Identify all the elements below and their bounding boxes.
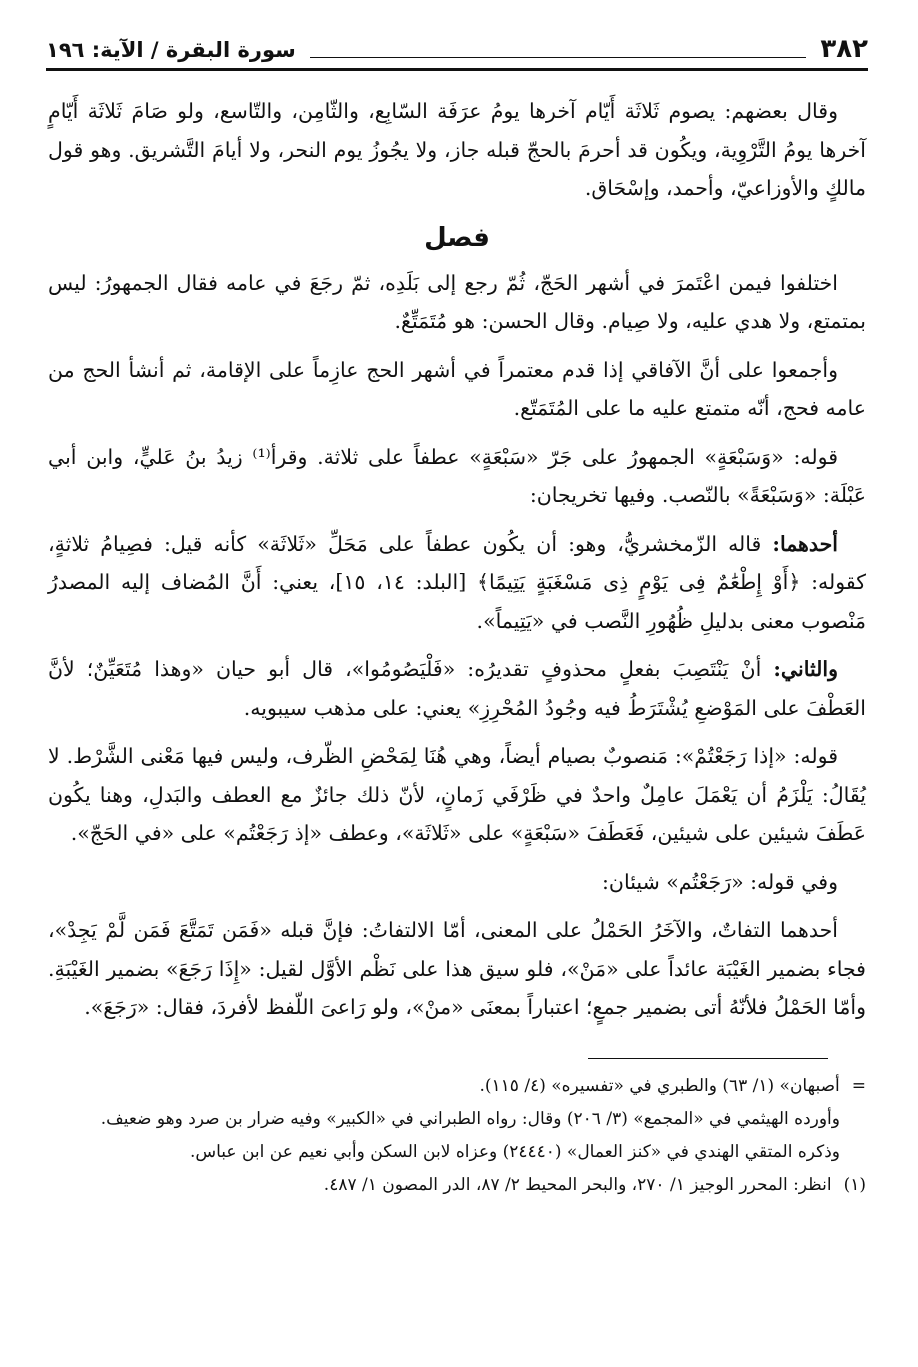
page-header bbox=[46, 22, 868, 71]
surah-reference: سورة البقرة / الآية: ١٩٦ bbox=[46, 38, 296, 62]
footnote bbox=[48, 1072, 866, 1101]
paragraph: وأجمعوا على أنَّ الآفاقي إذا قدم معتمراً في أشهر الحج عازِماً على الإقامة، ثم أنشأ الحج من عامه فحج، أنّه متمتع عليه ما على المُتَمَتّع. bbox=[48, 357, 866, 420]
first-text: قاله الزّمخشريُّ، وهو: أن يكُون عطفاً على مَحَلِّ «ثَلاثَة» كأنه قيل: فصِيامُ ثلاثةٍ، كقوله: ﴿أَوْ إِطْعَٰمٌ فِى يَوْمٍ ذِى مَسْغَبَةٍ يَتِيمًا﴾ [البلد: ١٤، ١٥]، يعني: أَنَّ المُضاف إليه المصدرُ مَنْصوب معنى بدليلِ ظُهُورِ النَّصب في «يَتِيماً». bbox=[48, 531, 866, 633]
footnote-marker: (١) bbox=[843, 1175, 866, 1195]
paragraph-second-interpretation bbox=[48, 650, 866, 727]
footnote-text: انظر: المحرر الوجيز ١/ ٢٧٠، والبحر المحيط ٢/ ٨٧، الدر المصون ١/ ٤٨٧. bbox=[323, 1175, 832, 1195]
footnote-divider bbox=[588, 1058, 828, 1059]
paragraph: أحدهما التفاتٌ، والآخَرُ الحَمْلُ على المعنى، أمّا الالتفاتُ: فإنَّ قبله «فَمَن تَمَتَّعَ فَمَن لَّمْ يَجِدْ»، فجاء بضمير الغَيْبَة عائداً على «مَنْ»، فلو سيق هذا على نَظْم الأوَّل لقيل: «إِذَا رَجَعَ» بضمير الغَيْبَةِ. وأمّا الحَمْلُ فلأنّهُ أتى بضمير جمعٍ؛ اعتباراً بمعنَى «منْ»، ولو رَاعىَ اللّفظ لأفردَ، فقال: «رَجَعَ». bbox=[48, 918, 866, 1019]
paragraph: وفي قوله: «رَجَعْتُم» شيئان: bbox=[601, 869, 838, 894]
paragraph-first-interpretation bbox=[48, 525, 866, 641]
section-title: فصل bbox=[424, 222, 490, 253]
paragraph: اختلفوا فيمن اعْتَمرَ في أشهر الحَجّ، ثُمّ رجع إلى بَلَدِه، ثمّ رجَعَ في عامه فقال الجمهورُ: ليس بمتمتع، ولا هدي عليه، ولا صِيام. وقال الحسن: هو مُتَمَتِّعٌ. bbox=[48, 270, 866, 333]
footnote bbox=[48, 1138, 866, 1167]
paragraph: قوله: «إذا رَجَعْتُمْ»: مَنصوبٌ بصيام أيضاً، وهي هُنَا لِمَحْضِ الظّرف، وليس فيها مَعْنى الشَّرْط. لا يُقَالُ: يَلْزَمُ أن يَعْمَلَ عامِلٌ واحدٌ في ظَرْفَي زَمانٍ، لأنّ ذلك جائزٌ مع العطف والبَدلِ، وهنا يكُون عَطَفَ شيئين على شيئين، فَعَطَفَ «سَبْعَةٍ» على «ثَلاثَة»، وعطف «إذ رَجَعْتُم» على «في الحَجّ». bbox=[48, 744, 866, 845]
footnote-text: وأورده الهيثمي في «المجمع» (٣/ ٢٠٦) وقال: رواه الطبراني في «الكبير» وفيه ضرار بن صرد وهو ضعيف. bbox=[100, 1109, 840, 1129]
footnote bbox=[48, 1105, 866, 1134]
paragraph: وقال بعضهم: يصوم ثَلاثَة أَيّام آخرها يومُ عرَفَة السّابِع، والثّامِن، والتّاسع، ولو صَامَ ثَلاثَة أَيّامٍ آخرها يومُ التَّرْوِية، ويكُون قد أحرمَ بالحجّ قبله جاز، ولا يجُوزُ يوم النحر، ولا أيامَ التَّشريق. وهو قول مالكٍ والأوزاعيّ، وأحمد، وإسْحَاق. bbox=[48, 99, 866, 200]
footnote bbox=[48, 1171, 866, 1200]
main-text bbox=[48, 92, 866, 1037]
footnote-text: وذكره المتقي الهندي في «كنز العمال» (٢٤٤٤٠) وعزاه لابن السكن وأبي نعيم عن ابن عباس. bbox=[189, 1142, 840, 1162]
footnotes bbox=[48, 1072, 866, 1204]
header-rule bbox=[310, 57, 807, 58]
page-number: ٣٨٢ bbox=[820, 34, 868, 64]
second-label: والثاني: bbox=[773, 657, 838, 681]
paragraph: قوله: «وَسَبْعَةٍ» الجمهورُ على جَرّ «سَبْعَةٍ» عطفاً على ثلاثة. وقرأ⁽¹⁾ زيدُ بنُ عَليٍّ، وابن أبي عَبْلَة: «وَسَبْعَةً» بالنّصب. وفيها تخريجان: bbox=[48, 444, 866, 507]
footnote-text: أصبهان» (١/ ٦٣) والطبري في «تفسيره» (٤/ ١١٥). bbox=[479, 1076, 840, 1096]
second-text: أنْ يَنْتَصِبَ بفعلٍ محذوفٍ تقديرُه: «فَلْيَصُومُوا»، قال أبو حيان «وهذا مُتَعَيِّنٌ؛ لأنَّ العَطْفَ على المَوْضعِ يُشْتَرَطُ فيه وجُودُ المُحْرِزِ» يعني: على مذهب سيبويه. bbox=[48, 657, 866, 720]
first-label: أحدهما: bbox=[772, 531, 838, 556]
footnote-marker: = bbox=[851, 1076, 866, 1096]
